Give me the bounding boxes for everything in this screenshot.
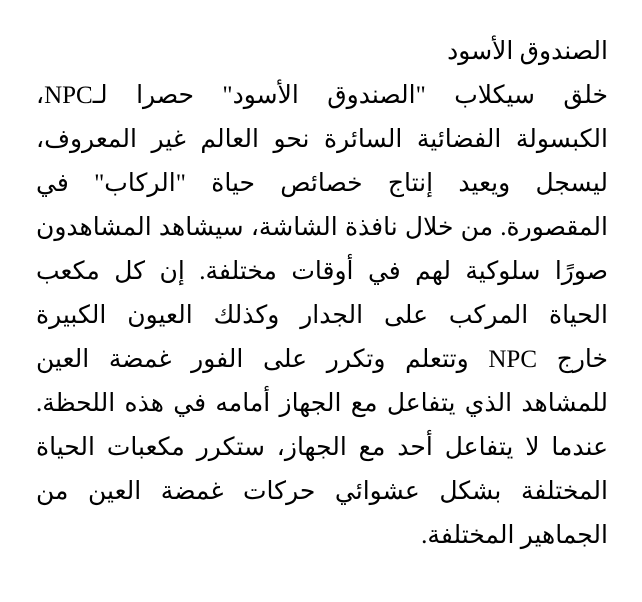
paragraph-line: ليسجل ويعيد إنتاج خصائص حياة "الركاب" في [36, 170, 608, 197]
paragraph-line: الحياة المركب على الجدار وكذلك العيون الكبيرة [36, 302, 608, 329]
document-title: الصندوق الأسود [447, 38, 608, 65]
document-body [36, 30, 608, 558]
paragraph-line: للمشاهد الذي يتفاعل مع الجهاز أمامه في هذه اللحظة. [36, 390, 608, 417]
paragraph-line: خلق سيكلاب "الصندوق الأسود" حصرا لـNPC، [36, 82, 608, 109]
paragraph-line: الكبسولة الفضائية السائرة نحو العالم غير المعروف، [36, 126, 608, 153]
paragraph-line: المختلفة بشكل عشوائي حركات غمضة العين من [36, 478, 608, 505]
paragraph-line: عندما لا يتفاعل أحد مع الجهاز، ستكرر مكعبات الحياة [36, 434, 608, 461]
paragraph-line: خارج NPC وتتعلم وتكرر على الفور غمضة العين [36, 346, 608, 373]
paragraph-line: المقصورة. من خلال نافذة الشاشة، سيشاهد المشاهدون [36, 214, 608, 241]
paragraph-line: صورًا سلوكية لهم في أوقات مختلفة. إن كل مكعب [36, 258, 608, 285]
paragraph-line: الجماهير المختلفة. [421, 522, 608, 549]
